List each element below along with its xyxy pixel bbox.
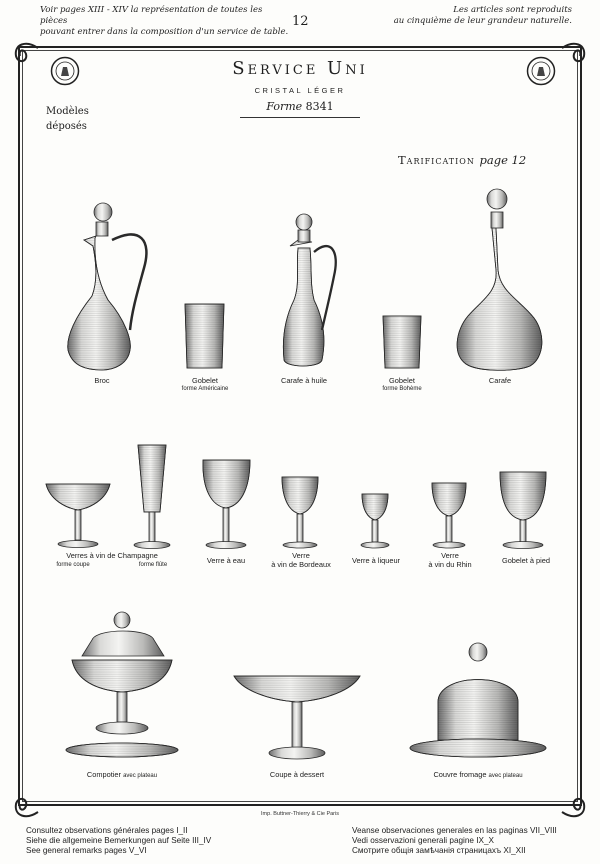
caption-broc-name: Broc — [94, 376, 110, 385]
side-note-line1: Modèles — [46, 106, 89, 117]
caption-verre-eau: Verre à eau — [206, 556, 246, 565]
footer-left-line1: Consultez observations générales pages I_II — [26, 826, 188, 835]
footer-left-line3: See general remarks pages V_VI — [26, 846, 147, 855]
footer-left — [26, 826, 286, 856]
verre-bordeaux-illustration — [282, 477, 318, 548]
footer-right-line1: Veanse observaciones generales en las paginas VII_VIII — [352, 826, 557, 835]
caption-champagne-flute: forme flûte — [138, 562, 168, 568]
tarification-page-ref: page 12 — [479, 153, 527, 167]
footer-right — [352, 826, 598, 856]
caption-champagne-coupe: forme coupe — [56, 562, 90, 568]
compotier-illustration — [66, 612, 178, 757]
caption-couvre-fromage — [428, 770, 528, 781]
broc-illustration — [68, 203, 147, 370]
caption-champagne-line1: Verres à vin de Champagne — [66, 551, 158, 560]
caption-gobelet-boheme — [362, 376, 442, 394]
caption-gobelet-americaine — [165, 376, 245, 394]
header-left-line1: Voir pages XIII - XIV la représentation de toutes les pièces — [40, 5, 263, 26]
caption-rhin-line2: à vin du Rhin — [428, 560, 472, 569]
caption-rhin-line1: Verre — [441, 551, 459, 560]
footer-right-line2: Vedi osservazioni generali pagine IX_X — [352, 836, 495, 845]
caption-carafe-name: Carafe — [488, 376, 512, 385]
caption-verre-rhin — [420, 551, 480, 569]
header-right-line1: Les articles sont reproduits — [453, 5, 572, 15]
caption-verre-bordeaux — [266, 551, 336, 569]
caption-broc — [72, 376, 132, 385]
caption-gobelet-americaine-name: Gobelet — [192, 376, 218, 385]
caption-fromage-name: Couvre fromage — [433, 770, 487, 779]
caption-gobelet-pied: Gobelet à pied — [501, 556, 551, 565]
caption-compotier-sub: avec plateau — [123, 773, 158, 779]
caption-carafe — [470, 376, 530, 385]
gobelet-boheme-illustration — [383, 316, 421, 368]
caption-compotier-name: Compotier — [86, 770, 121, 779]
printer-credit: Imp. Buttner-Thierry & Cie Paris — [261, 811, 339, 817]
tarification-label: Tarification — [398, 153, 475, 167]
carafe-huile-illustration — [283, 214, 335, 366]
caption-gobelet-boheme-name: Gobelet — [389, 376, 415, 385]
caption-gobelet-americaine-sub: forme Américaine — [181, 386, 229, 392]
caption-gobelet-boheme-sub: forme Bohème — [382, 386, 422, 392]
couvre-fromage-illustration — [410, 643, 546, 757]
caption-carafe-huile — [264, 376, 344, 385]
verre-liqueur-illustration — [361, 494, 389, 548]
caption-fromage-sub: avec plateau — [488, 773, 523, 779]
forme-label: Forme — [266, 100, 303, 113]
caption-bordeaux-line1: Verre — [292, 551, 310, 560]
header-right-line2: au cinquième de leur grandeur naturelle. — [393, 16, 572, 26]
page-subtitle: CRISTAL LÉGER — [254, 86, 346, 95]
carafe-illustration — [457, 189, 542, 370]
side-note-line2: déposés — [46, 121, 87, 132]
flute-champagne-illustration — [134, 445, 170, 549]
header-left-line2: pouvant entrer dans la composition d'un service de table. — [40, 27, 289, 37]
verre-rhin-illustration — [432, 483, 466, 548]
caption-verre-liqueur: Verre à liqueur — [351, 556, 401, 565]
verre-eau-illustration — [203, 460, 250, 549]
forme-number: 8341 — [305, 100, 334, 113]
page-title: Service Uni — [232, 58, 368, 79]
caption-carafe-huile-name: Carafe à huile — [280, 376, 327, 385]
caption-champagne — [42, 551, 182, 560]
caption-compotier — [82, 770, 162, 781]
coupe-champagne-illustration — [46, 484, 110, 548]
caption-bordeaux-line2: à vin de Bordeaux — [271, 560, 331, 569]
gobelet-pied-illustration — [500, 472, 546, 549]
caption-coupe-dessert: Coupe à dessert — [269, 770, 325, 779]
footer-right-line3: Смотрите общія замѣчанія страницахъ XI_XII — [352, 846, 526, 855]
page-number: 12 — [292, 14, 309, 29]
coupe-dessert-illustration — [234, 676, 360, 759]
footer-left-line2: Siehe die allgemeine Bemerkungen auf Seite III_IV — [26, 836, 212, 845]
gobelet-americaine-illustration — [185, 304, 224, 368]
